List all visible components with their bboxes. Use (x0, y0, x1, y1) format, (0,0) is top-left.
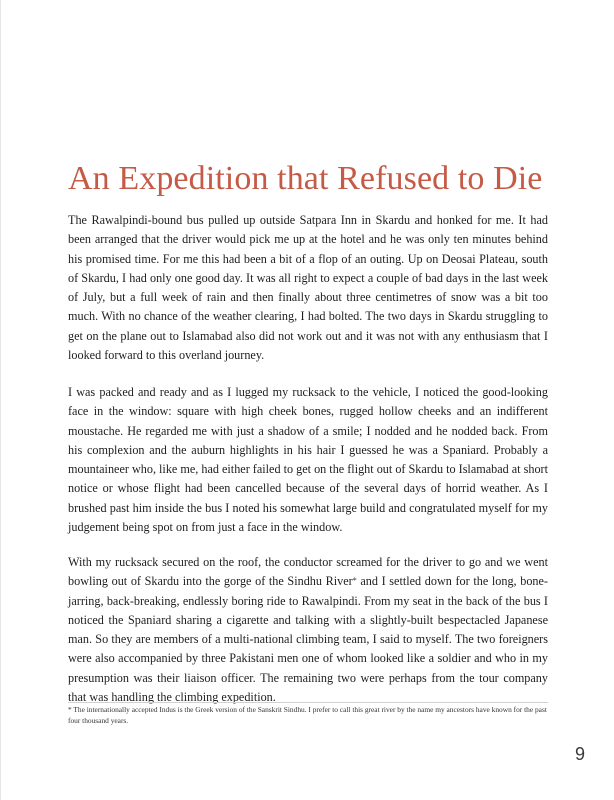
paragraph-3-text-before: With my rucksack secured on the roof, the conductor screamed for the driver to go and we went bowling out of Skardu into the gorge of the Sindhu River (68, 555, 548, 589)
footnote-reference-mark[interactable]: * (352, 576, 357, 586)
paragraph-2: I was packed and ready and as I lugged my rucksack to the vehicle, I noticed the good-looking face in the window: square with high cheek bones, rugged hollow cheeks and an indifferent moustache. He regarded me with just a shadow of a smile; I nodded and he nodded back. From his complexion and the auburn highlights in his hair I guessed he was a Spaniard. Probably a mountaineer who, like me, had either failed to get on the flight out of Skardu to Islamabad at short notice or whose flight had been cancelled because of the several days of horrid weather. As I brushed past him inside the bus I noted his somewhat large build and congratulated myself for my judgement being spot on from just a face in the window. (68, 385, 548, 535)
footnote: * The internationally accepted Indus is the Greek version of the Sanskrit Sindhu. I prefer to call this great river by the name my ancestors have known for the past four thousand years. (68, 705, 547, 725)
paragraph-3-text-after: and I settled down for the long, bone-jarring, back-breaking, endlessly boring ride to Rawalpindi. From my seat in the back of the bus I noticed the Spaniard sharing a cigarette and talking with a slightly-built bespectacled Japanese man. So they are members of a multi-national climbing team, I said to myself. The two foreigners were also accompanied by three Pakistani men one of whom looked like a soldier and who in my presumption was their liaison officer. The remaining two were perhaps from the tour company that was handling the climbing expedition. (68, 574, 548, 705)
paragraph-1: The Rawalpindi-bound bus pulled up outside Satpara Inn in Skardu and honked for me. It had been arranged that the driver would pick me up at the hotel and he was only ten minutes behind his promised time. For me this had been a bit of a flop of an outing. Up on Deosai Plateau, south of Skardu, I had only one good day. It was all right to expect a couple of bad days in the last week of July, but a full week of rain and then finally about three centimetres of snow was a bit too much. With no chance of the weather clearing, I had bolted. The two days in Skardu struggling to get on the plane out to Islamabad also did not work out and it was not with any enthusiasm that I looked forward to this overland journey. (68, 213, 548, 363)
page-number: 9 (575, 744, 586, 764)
chapter-title: An Expedition that Refused to Die (68, 160, 543, 197)
paragraph-3 (68, 553, 548, 707)
footnote-divider (68, 702, 548, 703)
